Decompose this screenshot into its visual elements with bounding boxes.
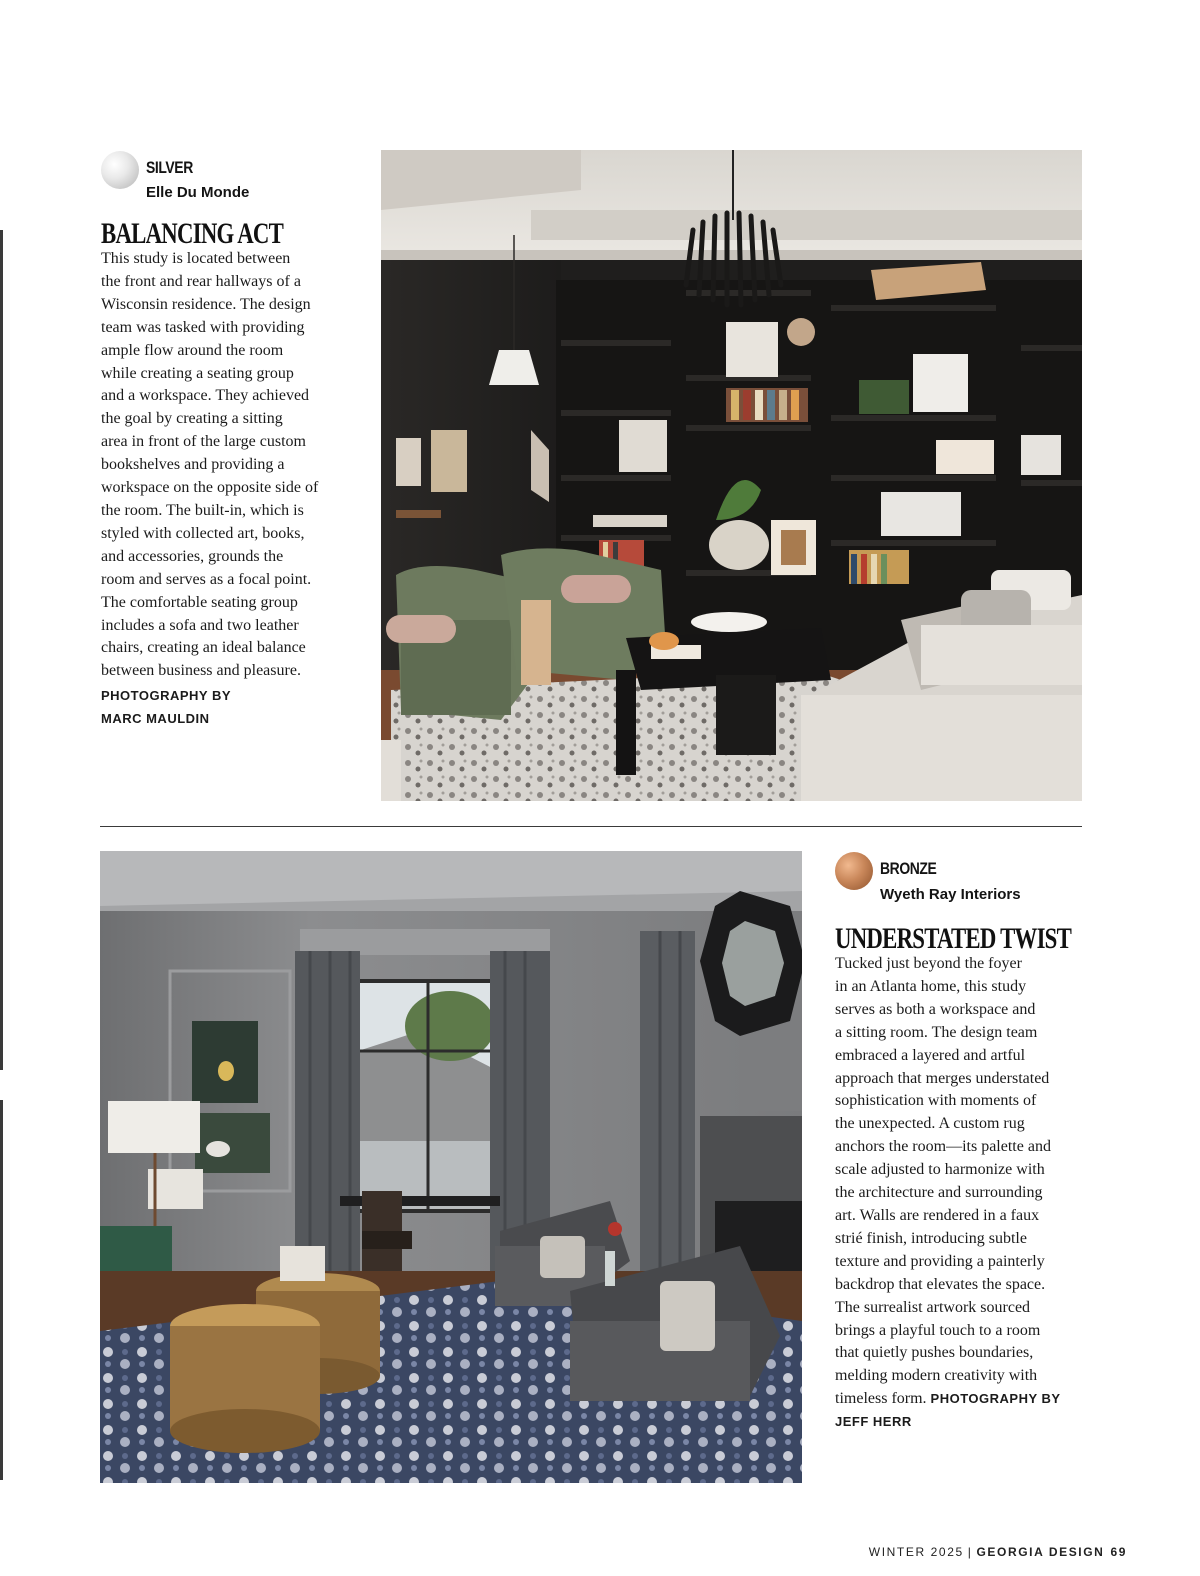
body-line: anchors the room—its palette and bbox=[835, 1138, 1051, 1156]
body-line: The surrealist artwork sourced bbox=[835, 1298, 1031, 1316]
body-line: the architecture and surrounding bbox=[835, 1184, 1043, 1202]
section-divider bbox=[100, 826, 1082, 827]
body-line: embraced a layered and artful bbox=[835, 1046, 1026, 1064]
body-line-with-credit bbox=[835, 1388, 1085, 1411]
body-line: scale adjusted to harmonize with bbox=[835, 1161, 1045, 1179]
body-line: styled with collected art, books, bbox=[101, 524, 305, 542]
folio-season: WINTER 2025 bbox=[868, 1545, 964, 1559]
body-line: team was tasked with providing bbox=[101, 318, 305, 336]
award-level: SILVER bbox=[146, 158, 193, 177]
body-line: in an Atlanta home, this study bbox=[835, 977, 1027, 995]
body-line: sophistication with moments of bbox=[835, 1092, 1037, 1110]
body-line: between business and pleasure. bbox=[101, 662, 301, 680]
body-line: while creating a seating group bbox=[101, 364, 294, 382]
body-line: the goal by creating a sitting bbox=[101, 410, 283, 428]
study-photo-dark-bookshelves bbox=[381, 150, 1082, 801]
body-line: and accessories, grounds the bbox=[101, 547, 284, 565]
body-copy bbox=[101, 248, 351, 683]
credit-line: MARC MAULDIN bbox=[101, 711, 210, 726]
folio-publication: GEORGIA DESIGN bbox=[976, 1545, 1105, 1559]
credit-line: PHOTOGRAPHY BY bbox=[930, 1391, 1061, 1407]
body-line: The comfortable seating group bbox=[101, 593, 298, 611]
study-photo-gray-sitting-room bbox=[100, 851, 802, 1483]
body-line: brings a playful touch to a room bbox=[835, 1321, 1041, 1339]
body-line: area in front of the large custom bbox=[101, 433, 306, 451]
body-line: that quietly pushes boundaries, bbox=[835, 1344, 1034, 1362]
body-line: the front and rear hallways of a bbox=[101, 272, 301, 290]
body-line: melding modern creativity with bbox=[835, 1367, 1038, 1385]
body-line: ample flow around the room bbox=[101, 341, 284, 359]
body-line: Tucked just beyond the foyer bbox=[835, 955, 1022, 972]
body-copy bbox=[835, 953, 1085, 1434]
body-line: texture and providing a painterly bbox=[835, 1252, 1045, 1270]
body-line: backdrop that elevates the space. bbox=[835, 1275, 1046, 1293]
award-level: BRONZE bbox=[880, 859, 937, 878]
body-line: art. Walls are rendered in a faux bbox=[835, 1206, 1040, 1224]
folio-separator: | bbox=[967, 1545, 973, 1559]
body-line: includes a sofa and two leather bbox=[101, 616, 299, 634]
body-line: serves as both a workspace and bbox=[835, 1000, 1036, 1018]
body-line: approach that merges understated bbox=[835, 1069, 1050, 1087]
page-folio bbox=[869, 1545, 1127, 1559]
silver-medal-icon bbox=[101, 151, 139, 189]
body-line: chairs, creating an ideal balance bbox=[101, 639, 306, 657]
body-line: room and serves as a focal point. bbox=[101, 570, 312, 588]
body-line: Wisconsin residence. The design bbox=[101, 295, 311, 313]
headline: UNDERSTATED TWIST bbox=[835, 922, 1072, 955]
award-firm: Wyeth Ray Interiors bbox=[880, 886, 1021, 903]
body-line: a sitting room. The design team bbox=[835, 1023, 1038, 1041]
credit-line: PHOTOGRAPHY BY bbox=[101, 688, 232, 703]
page-edge-mark bbox=[0, 230, 3, 1070]
body-line: timeless form. bbox=[835, 1390, 927, 1408]
body-line: and a workspace. They achieved bbox=[101, 387, 310, 405]
body-line: the room. The built-in, which is bbox=[101, 501, 304, 519]
photo-credit bbox=[101, 684, 231, 730]
headline: BALANCING ACT bbox=[101, 217, 284, 250]
body-line: bookshelves and providing a bbox=[101, 456, 285, 474]
body-line: This study is located between bbox=[101, 250, 291, 267]
page-edge-mark bbox=[0, 1100, 3, 1480]
credit-line: JEFF HERR bbox=[835, 1414, 912, 1430]
body-line: strié finish, introducing subtle bbox=[835, 1229, 1027, 1247]
page-number: 69 bbox=[1110, 1545, 1127, 1559]
bronze-medal-icon bbox=[835, 852, 873, 890]
award-firm: Elle Du Monde bbox=[146, 184, 250, 201]
body-line: the unexpected. A custom rug bbox=[835, 1115, 1025, 1133]
body-line: workspace on the opposite side of bbox=[101, 479, 319, 497]
